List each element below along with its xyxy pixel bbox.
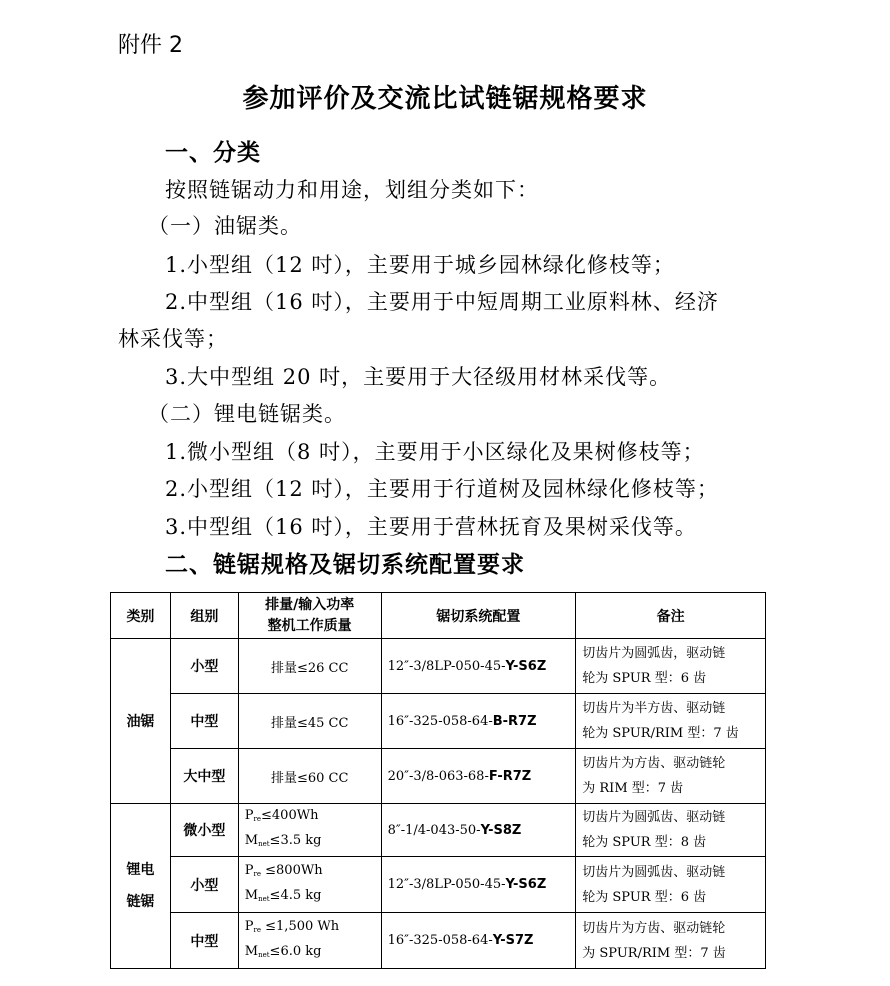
header-config: 锯切系统配置 [381,593,576,639]
note-line: 轮为 SPUR 型：6 齿 [582,889,707,905]
oil-saw-heading: （一）油锯类。 [148,214,302,238]
group-cell: 微小型 [170,804,238,857]
note-line: 为 SPUR/RIM 型：7 齿 [582,945,726,961]
oil-item-3: 3.大中型组 20 吋，主要用于大径级用材林采伐等。 [165,365,672,389]
header-group: 组别 [170,593,238,639]
config-text: 16″-325-058-64- [387,933,493,948]
m-subscript: net [258,950,270,959]
note-line: 轮为 SPUR/RIM 型：7 齿 [582,726,739,741]
table-row [111,913,766,969]
oil-item-1: 1.小型组（12 吋），主要用于城乡园林绿化修枝等； [165,253,675,277]
mass-value: ≤3.5 kg [269,833,322,848]
note-line: 轮为 SPUR 型：6 齿 [582,671,707,686]
m-symbol: M [244,887,259,903]
mass-line [245,941,375,966]
config-cell [381,749,576,804]
oil-item-2-cont: 林采伐等； [118,327,228,351]
power-line [245,860,375,885]
m-symbol: M [244,833,259,848]
section1-heading: 一、分类 [165,140,261,166]
power-weight-cell [238,913,381,969]
note-cell [576,749,766,804]
header-power [238,593,381,639]
note-line: 切齿片为圆弧齿，驱动链 [582,646,726,661]
note-line: 切齿片为圆弧齿、驱动链 [582,864,726,880]
config-text: 12″-3/8LP-050-45- [387,658,506,674]
mass-line [245,885,375,910]
power-line [245,916,375,941]
config-cell [381,913,576,969]
config-code: Y-S6Z [505,658,547,674]
table-row [111,639,766,694]
group-cell: 中型 [170,694,238,749]
spec-table [110,592,766,969]
m-subscript: net [258,840,270,848]
config-text: 8″-1/4-043-50- [387,822,481,838]
category-battery [111,804,171,969]
battery-item-3: 3.中型组（16 吋），主要用于营林抚育及果树采伐等。 [165,515,697,539]
p-subscript: re [253,815,262,823]
oil-item-2: 2.中型组（16 吋），主要用于中短周期工业原料林、经济 [165,290,719,314]
config-code: F-R7Z [488,768,532,784]
power-value: ≤800Wh [261,862,323,878]
note-cell [576,694,766,749]
displacement-cell: 排量≤60 CC [238,749,381,804]
config-cell [381,639,576,694]
m-symbol: M [244,943,259,959]
note-line: 切齿片为方齿、驱动链轮 [582,756,726,771]
table-row [111,857,766,913]
header-note: 备注 [576,593,766,639]
config-cell [381,694,576,749]
mass-value: ≤6.0 kg [269,943,322,959]
config-code: Y-S8Z [480,822,522,838]
table-row [111,694,766,749]
p-symbol: P [244,808,254,823]
table-row [111,804,766,857]
group-cell: 中型 [170,913,238,969]
p-symbol: P [244,862,254,878]
power-value: ≤1,500 Wh [261,918,340,934]
config-code: Y-S6Z [505,877,547,892]
table-header-row [111,593,766,639]
attachment-label: 附件 2 [118,33,183,58]
config-text: 20″-3/8-063-68- [387,768,489,784]
document-title: 参加评价及交流比试链锯规格要求 [242,84,648,114]
config-text: 16″-325-058-64- [387,713,493,729]
table-row [111,749,766,804]
section2-heading: 二、链锯规格及锯切系统配置要求 [165,552,525,578]
battery-saw-heading: （二）锂电链锯类。 [148,402,346,426]
group-cell: 大中型 [170,749,238,804]
config-text: 12″-3/8LP-050-45- [387,877,506,892]
mass-line [245,830,375,855]
m-subscript: net [258,894,270,903]
power-weight-cell [238,804,381,857]
note-line: 切齿片为圆弧齿、驱动链 [582,810,726,825]
header-power-line2: 整机工作质量 [267,617,352,634]
header-power-line1: 排量/输入功率 [265,596,355,613]
mass-value: ≤4.5 kg [269,887,322,903]
header-category: 类别 [111,593,171,639]
group-cell: 小型 [170,857,238,913]
group-cell: 小型 [170,639,238,694]
config-code: B-R7Z [492,713,537,729]
config-cell [381,804,576,857]
displacement-cell: 排量≤45 CC [238,694,381,749]
p-subscript: re [253,869,262,878]
battery-item-2: 2.小型组（12 吋），主要用于行道树及园林绿化修枝等； [165,477,719,501]
power-value: ≤400Wh [261,808,319,823]
note-line: 切齿片为半方齿、驱动链 [582,701,726,716]
note-line: 轮为 SPUR 型：8 齿 [582,835,707,850]
note-cell [576,857,766,913]
note-line: 为 RIM 型：7 齿 [582,781,684,796]
note-cell [576,804,766,857]
power-weight-cell [238,857,381,913]
displacement-cell: 排量≤26 CC [238,639,381,694]
note-cell [576,913,766,969]
battery-item-1: 1.微小型组（8 吋），主要用于小区绿化及果树修枝等； [165,440,705,464]
config-cell [381,857,576,913]
category-battery-line1: 锂电 [126,862,155,878]
config-code: Y-S7Z [492,933,534,948]
category-battery-line2: 链锯 [126,894,155,910]
note-line: 切齿片为方齿、驱动链轮 [582,920,726,936]
p-symbol: P [244,918,254,934]
p-subscript: re [253,925,262,934]
note-cell [576,639,766,694]
section1-intro: 按照链锯动力和用途，划组分类如下： [165,178,539,202]
power-line [245,805,375,830]
category-oil: 油锯 [111,639,171,804]
